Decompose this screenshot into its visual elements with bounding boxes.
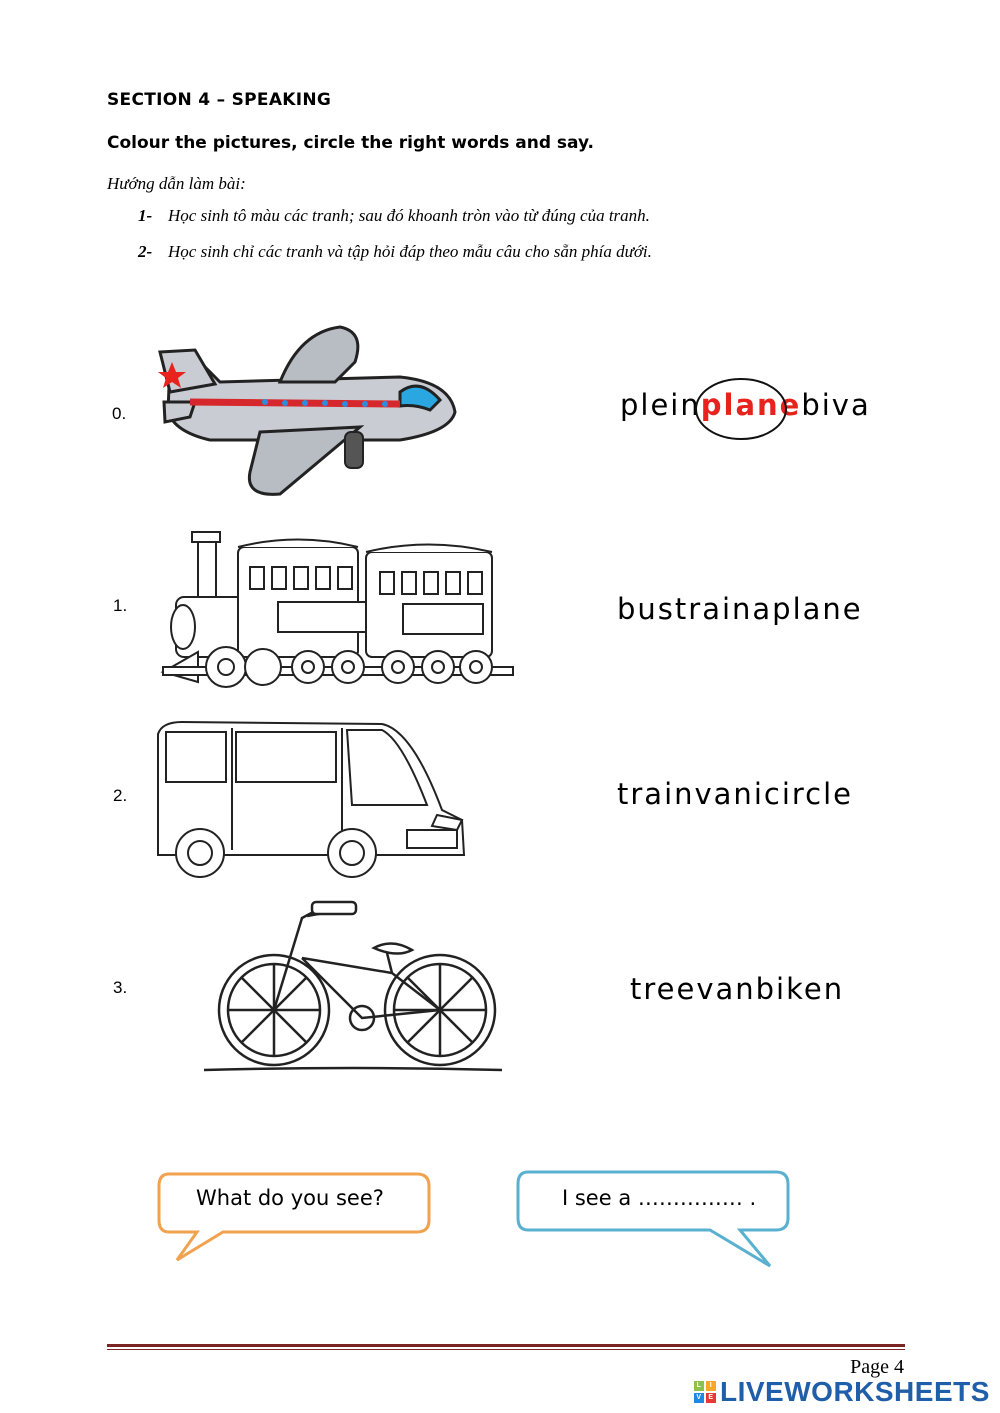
word-letters: plein [620, 388, 701, 422]
answer-text: I see a …………… . [562, 1186, 757, 1210]
question-text: What do you see? [196, 1186, 384, 1210]
guide-item-text: Học sinh tô màu các tranh; sau đó khoanh tròn vào từ đúng của tranh. [168, 206, 650, 225]
van-picture [152, 720, 468, 882]
guide-item-2 [138, 242, 652, 262]
word-letters: biva [801, 388, 871, 422]
exercise-number-0: 0. [112, 404, 127, 423]
exercise-number-1: 1. [113, 596, 128, 615]
airplane-picture [150, 322, 460, 500]
instruction-text: Colour the pictures, circle the right words and say. [107, 133, 594, 153]
exercise-number-3: 3. [113, 978, 128, 997]
logo-letter: V [694, 1393, 704, 1403]
exercise-number-2: 2. [113, 786, 128, 805]
footer-rule-thin [107, 1349, 905, 1350]
question-bubble [155, 1170, 435, 1266]
footer-rule [107, 1344, 905, 1347]
answer-bubble [514, 1168, 794, 1272]
word-strip-2[interactable]: trainvanicircle [617, 777, 854, 811]
guide-item-number: 1- [138, 206, 153, 225]
liveworksheets-logo[interactable] [694, 1376, 990, 1408]
train-picture [158, 522, 520, 692]
logo-letter: I [706, 1381, 716, 1391]
logo-letter: E [706, 1393, 716, 1403]
guide-title: Hướng dẫn làm bài: [107, 174, 246, 193]
logo-letter: L [694, 1381, 704, 1391]
guide-item-1 [138, 206, 650, 226]
word-strip-3[interactable]: treevanbiken [630, 972, 845, 1006]
word-strip-1[interactable]: bustrainaplane [617, 592, 863, 626]
section-title: SECTION 4 – SPEAKING [107, 90, 332, 110]
brand-name: LIVEWORKSHEETS [720, 1376, 990, 1407]
logo-mark-icon [694, 1381, 716, 1403]
guide-item-number: 2- [138, 242, 153, 261]
answer-circle [693, 376, 789, 442]
answer-word[interactable]: plane [700, 388, 802, 422]
page-number: Page 4 [850, 1356, 904, 1378]
bicycle-picture [202, 898, 504, 1076]
guide-item-text: Học sinh chỉ các tranh và tập hỏi đáp theo mẫu câu cho sẵn phía dưới. [168, 242, 652, 261]
